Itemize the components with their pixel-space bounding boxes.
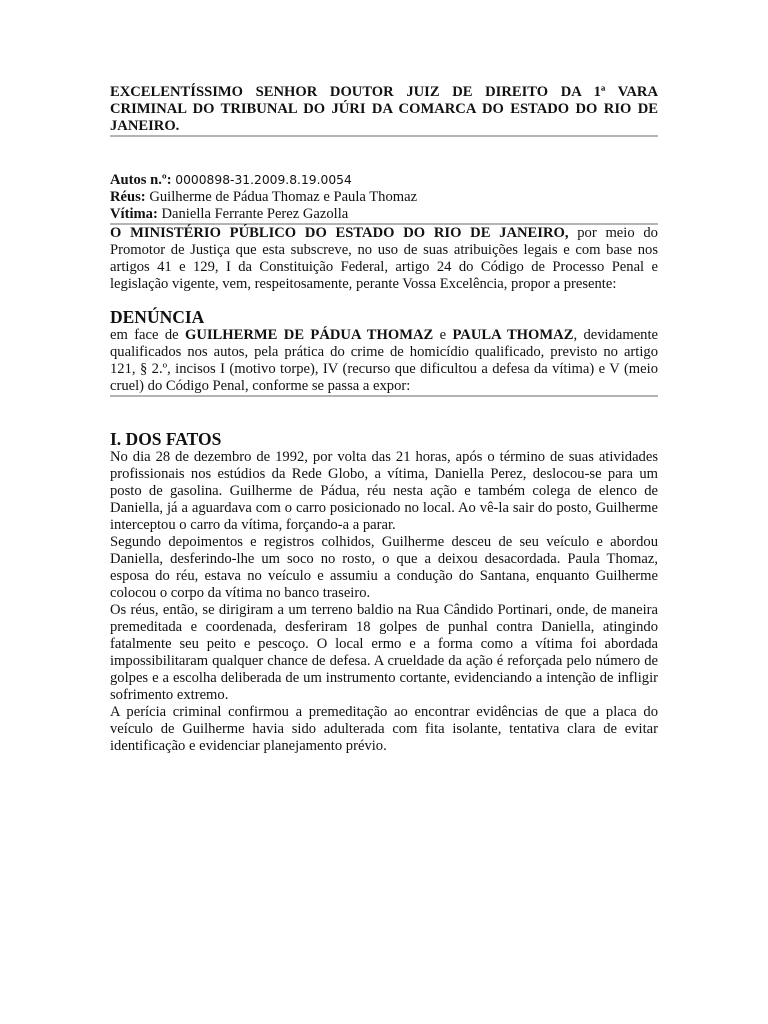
fatos-title: I. DOS FATOS <box>110 429 222 449</box>
denuncia-text: , devidamente qualificados nos autos, pela prática do crime de homicídio qualificado, previsto no artigo 121, § 2.º, incisos I (motivo torpe), IV (recurso que dificultou a defesa da vítima) e V (meio cruel) do Código Penal, conforme se passa a expor: <box>110 327 659 394</box>
case-number-line <box>110 172 658 189</box>
separator <box>110 135 658 137</box>
defendants-line <box>110 189 658 206</box>
defendants-value: Guilherme de Pádua Thomaz e Paula Thomaz <box>149 189 418 205</box>
intro-paragraph <box>110 225 658 293</box>
denuncia-paragraph <box>110 327 658 395</box>
fatos-paragraph: No dia 28 de dezembro de 1992, por volta das 21 horas, após o término de suas atividades profissionais nos estúdios da Rede Globo, a vítima, Daniella Perez, deslocou-se para um posto de gasolina. Guilherme de Pádua, réu nesta ação e também colega de elenco de Daniella, já a aguardava com o carro posicionado no local. Ao vê-la sair do posto, Guilherme interceptou o carro da vítima, forçando-a a parar. <box>110 449 658 533</box>
addressee-heading: EXCELENTÍSSIMO SENHOR DOUTOR JUIZ DE DIREITO DA 1ª VARA CRIMINAL DO TRIBUNAL DO JÚRI DA COMARCA DO ESTADO DO RIO DE JANEIRO. <box>110 84 658 134</box>
separator <box>110 395 658 397</box>
defendant-1-name: GUILHERME DE PÁDUA THOMAZ <box>184 327 434 343</box>
defendants-label: Réus: <box>110 189 146 205</box>
prosecutor-name: O MINISTÉRIO PÚBLICO DO ESTADO DO RIO DE JANEIRO, <box>110 225 569 241</box>
case-info <box>110 172 658 223</box>
denuncia-title: DENÚNCIA <box>110 307 205 327</box>
victim-line <box>110 206 658 223</box>
fatos-paragraph: Os réus, então, se dirigiram a um terreno baldio na Rua Cândido Portinari, onde, de maneira premeditada e coordenada, desferiram 18 golpes de punhal contra Daniella, atingindo fatalmente seu peito e pescoço. O local ermo e a forma como a vítima foi abordada impossibilitaram qualquer chance de defesa. A crueldade da ação é reforçada pelo número de golpes e a escolha deliberada de um instrumento cortante, evidenciando a intenção de infligir sofrimento extremo. <box>110 602 658 703</box>
denuncia-conjunction: e <box>433 327 453 343</box>
victim-label: Vítima: <box>110 206 158 222</box>
case-number-value: 0000898-31.2009.8.19.0054 <box>175 173 352 187</box>
denuncia-prefix: em face de <box>110 327 185 343</box>
defendant-2-name: PAULA THOMAZ <box>452 327 574 343</box>
intro-text: por meio do Promotor de Justiça que esta subscreve, no uso de suas atribuições legais e com base nos artigos 41 e 129, I da Constituição Federal, artigo 24 do Código de Processo Penal e legislação vigente, vem, respeitosamente, perante Vossa Excelência, propor a presente: <box>110 225 658 292</box>
case-number-label: Autos n.º: <box>110 172 172 188</box>
fatos-paragraph: Segundo depoimentos e registros colhidos, Guilherme desceu de seu veículo e abordou Daniella, desferindo-lhe um soco no rosto, o que a deixou desacordada. Paula Thomaz, esposa do réu, estava no veículo e assumiu a condução do Santana, enquanto Guilherme colocou o corpo da vítima no banco traseiro. <box>110 534 658 601</box>
victim-value: Daniella Ferrante Perez Gazolla <box>161 206 349 222</box>
document-body <box>110 84 658 755</box>
fatos-paragraph: A perícia criminal confirmou a premeditação ao encontrar evidências de que a placa do veículo de Guilherme havia sido adulterada com fita isolante, tentativa clara de evitar identificação e evidenciar planejamento prévio. <box>110 704 658 754</box>
